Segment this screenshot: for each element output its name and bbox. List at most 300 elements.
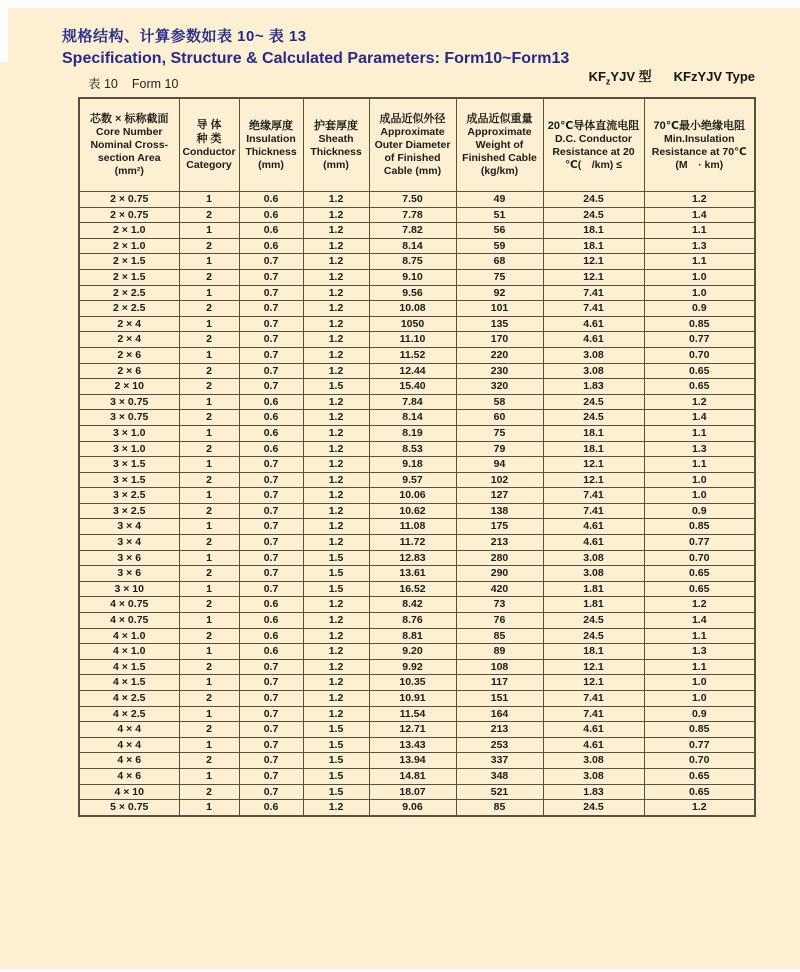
cell: 1.5 — [303, 737, 369, 753]
cell: 2 — [179, 379, 239, 395]
table-row — [79, 691, 755, 707]
column-header-en-line: (M · km) — [675, 158, 724, 171]
cell: 1.2 — [303, 706, 369, 722]
cell: 1 — [179, 192, 239, 208]
cell: 0.77 — [644, 737, 755, 753]
cell: 5 × 0.75 — [79, 800, 179, 816]
cell: 1 — [179, 613, 239, 629]
cell: 1.2 — [303, 223, 369, 239]
cell: 3 × 0.75 — [79, 394, 179, 410]
cell: 0.6 — [239, 238, 303, 254]
cell: 0.7 — [239, 659, 303, 675]
column-header-zh-line: 70℃最小绝缘电阻 — [653, 119, 746, 132]
cell: 1.83 — [543, 784, 644, 800]
cell: 1.2 — [644, 597, 755, 613]
cell: 2 × 4 — [79, 332, 179, 348]
column-header-en-line: Outer Diameter — [374, 139, 451, 151]
cell: 4.61 — [543, 519, 644, 535]
cell: 12.83 — [369, 550, 456, 566]
cell: 1.81 — [543, 581, 644, 597]
cell: 4 × 1.5 — [79, 675, 179, 691]
cell: 101 — [456, 301, 543, 317]
cell: 348 — [456, 768, 543, 784]
cell: 0.7 — [239, 379, 303, 395]
column-header-2 — [239, 98, 303, 192]
cell: 1.5 — [303, 722, 369, 738]
cell: 12.1 — [543, 659, 644, 675]
cell: 0.65 — [644, 581, 755, 597]
column-header-en-line: ℃( /km) ≤ — [565, 158, 622, 171]
cell: 2 × 10 — [79, 379, 179, 395]
cell: 1 — [179, 706, 239, 722]
cell: 59 — [456, 238, 543, 254]
cell: 2 — [179, 441, 239, 457]
column-header-en-line: Finished Cable — [462, 152, 537, 164]
column-header-en-line: of Finished — [384, 152, 441, 164]
cell: 1.2 — [303, 659, 369, 675]
cell: 3 × 1.5 — [79, 457, 179, 473]
cell: 8.14 — [369, 410, 456, 426]
cell: 4 × 2.5 — [79, 691, 179, 707]
cell: 1 — [179, 488, 239, 504]
cell: 51 — [456, 207, 543, 223]
cell: 0.7 — [239, 784, 303, 800]
cell: 13.94 — [369, 753, 456, 769]
cell: 1 — [179, 425, 239, 441]
cell: 12.1 — [543, 457, 644, 473]
cell: 2 × 0.75 — [79, 192, 179, 208]
cell: 2 — [179, 659, 239, 675]
cell: 0.6 — [239, 644, 303, 660]
cell: 1.2 — [303, 503, 369, 519]
cell: 75 — [456, 269, 543, 285]
cell: 1.0 — [644, 472, 755, 488]
cell: 14.81 — [369, 768, 456, 784]
cell: 0.65 — [644, 379, 755, 395]
cell: 2 — [179, 363, 239, 379]
cell: 3 × 2.5 — [79, 503, 179, 519]
cell: 60 — [456, 410, 543, 426]
spec-table-body — [79, 192, 755, 816]
table-row — [79, 675, 755, 691]
cell: 1.2 — [644, 192, 755, 208]
cell: 280 — [456, 550, 543, 566]
cell: 7.41 — [543, 488, 644, 504]
cell: 1.5 — [303, 753, 369, 769]
cell: 1.2 — [303, 207, 369, 223]
cell: 2 — [179, 535, 239, 551]
cell: 13.61 — [369, 566, 456, 582]
cell: 4 × 10 — [79, 784, 179, 800]
cell: 18.1 — [543, 223, 644, 239]
column-header-en-line: Cable (mm) — [383, 165, 442, 177]
table-row — [79, 347, 755, 363]
table-row — [79, 613, 755, 629]
header-row — [79, 98, 755, 192]
cell: 521 — [456, 784, 543, 800]
cell: 3 × 4 — [79, 519, 179, 535]
column-header-en-line: (kg/km) — [480, 165, 519, 177]
table-row — [79, 207, 755, 223]
cell: 135 — [456, 316, 543, 332]
cell: 1.2 — [303, 519, 369, 535]
cell: 3.08 — [543, 753, 644, 769]
cell: 1.2 — [303, 628, 369, 644]
cell: 175 — [456, 519, 543, 535]
cell: 68 — [456, 254, 543, 270]
cell: 0.6 — [239, 628, 303, 644]
table-row — [79, 301, 755, 317]
cell: 3.08 — [543, 363, 644, 379]
cell: 1.0 — [644, 691, 755, 707]
cell: 0.6 — [239, 192, 303, 208]
spec-table — [78, 97, 756, 817]
column-header-en-line: Nominal Cross- — [90, 139, 169, 151]
cell: 420 — [456, 581, 543, 597]
cell: 1.5 — [303, 550, 369, 566]
cell: 230 — [456, 363, 543, 379]
page-edge-corner — [0, 0, 8, 62]
cell: 0.65 — [644, 784, 755, 800]
cell: 2 × 0.75 — [79, 207, 179, 223]
cell: 75 — [456, 425, 543, 441]
column-header-en-line: Thickness — [245, 145, 297, 158]
cell: 1 — [179, 644, 239, 660]
column-header-en-line: Resistance at 20 — [552, 145, 635, 158]
column-header-en-line: Thickness — [310, 145, 362, 158]
table-row — [79, 581, 755, 597]
cell: 4 × 2.5 — [79, 706, 179, 722]
cell: 12.1 — [543, 472, 644, 488]
cell: 0.6 — [239, 207, 303, 223]
column-header-zh-line: 成品近似重量 — [466, 113, 533, 125]
cell: 4.61 — [543, 535, 644, 551]
cell: 1 — [179, 316, 239, 332]
cell: 0.6 — [239, 597, 303, 613]
page-title-zh: 规格结构、计算参数如表 10~ 表 13 — [62, 28, 307, 45]
column-header-en-line: Resistance at 70℃ — [651, 145, 747, 158]
cell: 1 — [179, 768, 239, 784]
table-row — [79, 192, 755, 208]
cell: 1.2 — [303, 332, 369, 348]
cell: 1 — [179, 223, 239, 239]
cell: 1.2 — [303, 192, 369, 208]
cell: 18.1 — [543, 644, 644, 660]
cell: 0.6 — [239, 441, 303, 457]
cell: 1.2 — [303, 301, 369, 317]
cell: 220 — [456, 347, 543, 363]
cell: 0.85 — [644, 316, 755, 332]
cell: 24.5 — [543, 410, 644, 426]
cell: 0.6 — [239, 425, 303, 441]
column-header-en-line: Approximate — [467, 126, 532, 138]
column-header-zh-line: 护套厚度 — [314, 119, 358, 132]
cell: 1.2 — [303, 457, 369, 473]
column-header-en-line: (mm²) — [114, 165, 144, 177]
cell: 2 — [179, 722, 239, 738]
cell: 3 × 10 — [79, 581, 179, 597]
cell: 4.61 — [543, 722, 644, 738]
cell: 0.9 — [644, 301, 755, 317]
table-row — [79, 659, 755, 675]
cell: 3 × 1.0 — [79, 425, 179, 441]
table-row — [79, 566, 755, 582]
cell: 1.3 — [644, 441, 755, 457]
cell: 12.71 — [369, 722, 456, 738]
cell: 0.7 — [239, 706, 303, 722]
type-en: KFzYJV Type — [673, 69, 755, 84]
cell: 0.9 — [644, 706, 755, 722]
cell: 0.9 — [644, 503, 755, 519]
cell: 0.6 — [239, 410, 303, 426]
cell: 1.2 — [303, 425, 369, 441]
table-row — [79, 269, 755, 285]
cell: 0.7 — [239, 753, 303, 769]
table-row — [79, 628, 755, 644]
cell: 0.7 — [239, 316, 303, 332]
cell: 0.77 — [644, 535, 755, 551]
cell: 138 — [456, 503, 543, 519]
cell: 24.5 — [543, 628, 644, 644]
cell: 1.2 — [303, 597, 369, 613]
cell: 0.77 — [644, 332, 755, 348]
cell: 1.2 — [644, 800, 755, 816]
cell: 2 × 6 — [79, 363, 179, 379]
cell: 8.75 — [369, 254, 456, 270]
cell: 0.7 — [239, 535, 303, 551]
column-header-en-line: Min.Insulation — [663, 132, 735, 145]
cell: 2 — [179, 753, 239, 769]
cell: 2 — [179, 269, 239, 285]
cell: 0.7 — [239, 566, 303, 582]
cell: 253 — [456, 737, 543, 753]
cell: 1.3 — [644, 644, 755, 660]
column-header-zh-line: 成品近似外径 — [379, 113, 446, 125]
cell: 10.06 — [369, 488, 456, 504]
cell: 18.1 — [543, 425, 644, 441]
cell: 1.2 — [303, 254, 369, 270]
cell: 1.1 — [644, 659, 755, 675]
cell: 1.2 — [303, 488, 369, 504]
column-header-0 — [79, 98, 179, 192]
cell: 3.08 — [543, 566, 644, 582]
cell: 0.7 — [239, 363, 303, 379]
cell: 2 — [179, 410, 239, 426]
cell: 1.1 — [644, 628, 755, 644]
cell: 213 — [456, 722, 543, 738]
cell: 1.2 — [303, 535, 369, 551]
column-header-en-line: Sheath — [318, 132, 354, 145]
cell: 3 × 0.75 — [79, 410, 179, 426]
table-row — [79, 488, 755, 504]
cell: 1.4 — [644, 410, 755, 426]
cell: 12.1 — [543, 254, 644, 270]
table-caption — [88, 74, 178, 92]
cell: 0.7 — [239, 768, 303, 784]
cell: 1.2 — [303, 316, 369, 332]
cell: 8.53 — [369, 441, 456, 457]
type-zh-sub: z — [605, 76, 611, 87]
cell: 320 — [456, 379, 543, 395]
cell: 1.2 — [303, 472, 369, 488]
cell: 8.14 — [369, 238, 456, 254]
cell: 18.1 — [543, 441, 644, 457]
cell: 0.7 — [239, 347, 303, 363]
cell: 0.7 — [239, 581, 303, 597]
cell: 0.70 — [644, 753, 755, 769]
cell: 4 × 4 — [79, 737, 179, 753]
cell: 24.5 — [543, 800, 644, 816]
table-row — [79, 425, 755, 441]
cell: 0.70 — [644, 347, 755, 363]
cell: 108 — [456, 659, 543, 675]
cell: 2 — [179, 301, 239, 317]
column-header-en-line: Category — [186, 159, 232, 171]
cell: 1.2 — [303, 363, 369, 379]
cell: 0.7 — [239, 691, 303, 707]
cell: 4 × 6 — [79, 753, 179, 769]
cell: 18.07 — [369, 784, 456, 800]
table-row — [79, 535, 755, 551]
cell: 2 — [179, 597, 239, 613]
cell: 1 — [179, 550, 239, 566]
cell: 24.5 — [543, 192, 644, 208]
page-title-en: Specification, Structure & Calculated Parameters: Form10~Form13 — [62, 50, 570, 67]
table-row — [79, 519, 755, 535]
table-row — [79, 238, 755, 254]
cell: 7.41 — [543, 691, 644, 707]
column-header-en-line: Approximate — [380, 126, 445, 138]
cell: 9.18 — [369, 457, 456, 473]
cell: 1 — [179, 285, 239, 301]
cell: 1.5 — [303, 581, 369, 597]
cell: 1.81 — [543, 597, 644, 613]
cell: 0.7 — [239, 722, 303, 738]
cell: 7.78 — [369, 207, 456, 223]
table-row — [79, 644, 755, 660]
cell: 12.1 — [543, 675, 644, 691]
column-header-4 — [369, 98, 456, 192]
cell: 1.2 — [303, 238, 369, 254]
cell: 1.2 — [303, 410, 369, 426]
cell: 11.52 — [369, 347, 456, 363]
cell: 10.35 — [369, 675, 456, 691]
cell: 1 — [179, 347, 239, 363]
cell: 10.62 — [369, 503, 456, 519]
cell: 12.44 — [369, 363, 456, 379]
cell: 3 × 1.0 — [79, 441, 179, 457]
table-row — [79, 394, 755, 410]
cell: 0.7 — [239, 285, 303, 301]
cell: 2 × 2.5 — [79, 301, 179, 317]
cell: 4.61 — [543, 332, 644, 348]
cell: 3 × 1.5 — [79, 472, 179, 488]
cell: 1 — [179, 737, 239, 753]
cell: 4.61 — [543, 316, 644, 332]
cell: 151 — [456, 691, 543, 707]
cell: 0.85 — [644, 519, 755, 535]
cell: 1.5 — [303, 379, 369, 395]
cell: 1 — [179, 394, 239, 410]
column-header-en-line: Conductor — [182, 146, 236, 158]
cell: 0.7 — [239, 254, 303, 270]
table-row — [79, 285, 755, 301]
cable-type-label — [589, 66, 755, 87]
cell: 0.65 — [644, 768, 755, 784]
cell: 170 — [456, 332, 543, 348]
cell: 7.41 — [543, 503, 644, 519]
table-row — [79, 737, 755, 753]
cell: 1.1 — [644, 425, 755, 441]
cell: 3.08 — [543, 550, 644, 566]
table-row — [79, 800, 755, 816]
cell: 15.40 — [369, 379, 456, 395]
cell: 0.6 — [239, 800, 303, 816]
column-header-zh-line: 绝缘厚度 — [249, 119, 293, 132]
cell: 1.2 — [303, 675, 369, 691]
cell: 11.54 — [369, 706, 456, 722]
cell: 1.1 — [644, 223, 755, 239]
cell: 1.1 — [644, 457, 755, 473]
cell: 2 — [179, 691, 239, 707]
cell: 94 — [456, 457, 543, 473]
cell: 1.0 — [644, 269, 755, 285]
table-row — [79, 457, 755, 473]
cell: 9.10 — [369, 269, 456, 285]
cell: 1.0 — [644, 675, 755, 691]
cell: 0.65 — [644, 566, 755, 582]
table-row — [79, 597, 755, 613]
cell: 3.08 — [543, 768, 644, 784]
cell: 164 — [456, 706, 543, 722]
column-header-en-line: Weight of — [475, 139, 524, 151]
table-row — [79, 332, 755, 348]
table-row — [79, 472, 755, 488]
cell: 8.19 — [369, 425, 456, 441]
cell: 3 × 2.5 — [79, 488, 179, 504]
cell: 49 — [456, 192, 543, 208]
cell: 0.6 — [239, 394, 303, 410]
cell: 0.7 — [239, 488, 303, 504]
cell: 0.65 — [644, 363, 755, 379]
cell: 16.52 — [369, 581, 456, 597]
cell: 1 — [179, 581, 239, 597]
cell: 1 — [179, 519, 239, 535]
cell: 9.57 — [369, 472, 456, 488]
cell: 8.42 — [369, 597, 456, 613]
cell: 73 — [456, 597, 543, 613]
cell: 4.61 — [543, 737, 644, 753]
column-header-en-line: (mm) — [258, 158, 284, 171]
cell: 290 — [456, 566, 543, 582]
type-zh-main: KF — [588, 69, 606, 84]
table-row — [79, 768, 755, 784]
cell: 0.7 — [239, 550, 303, 566]
cell: 58 — [456, 394, 543, 410]
cell: 2 × 1.5 — [79, 254, 179, 270]
cell: 1.4 — [644, 613, 755, 629]
table-row — [79, 706, 755, 722]
cell: 1050 — [369, 316, 456, 332]
cell: 9.92 — [369, 659, 456, 675]
cell: 1.2 — [303, 691, 369, 707]
cell: 1.2 — [303, 613, 369, 629]
cell: 18.1 — [543, 238, 644, 254]
cell: 1.4 — [644, 207, 755, 223]
column-header-zh-line: 芯数 × 标称截面 — [89, 113, 169, 125]
cell: 92 — [456, 285, 543, 301]
cell: 13.43 — [369, 737, 456, 753]
